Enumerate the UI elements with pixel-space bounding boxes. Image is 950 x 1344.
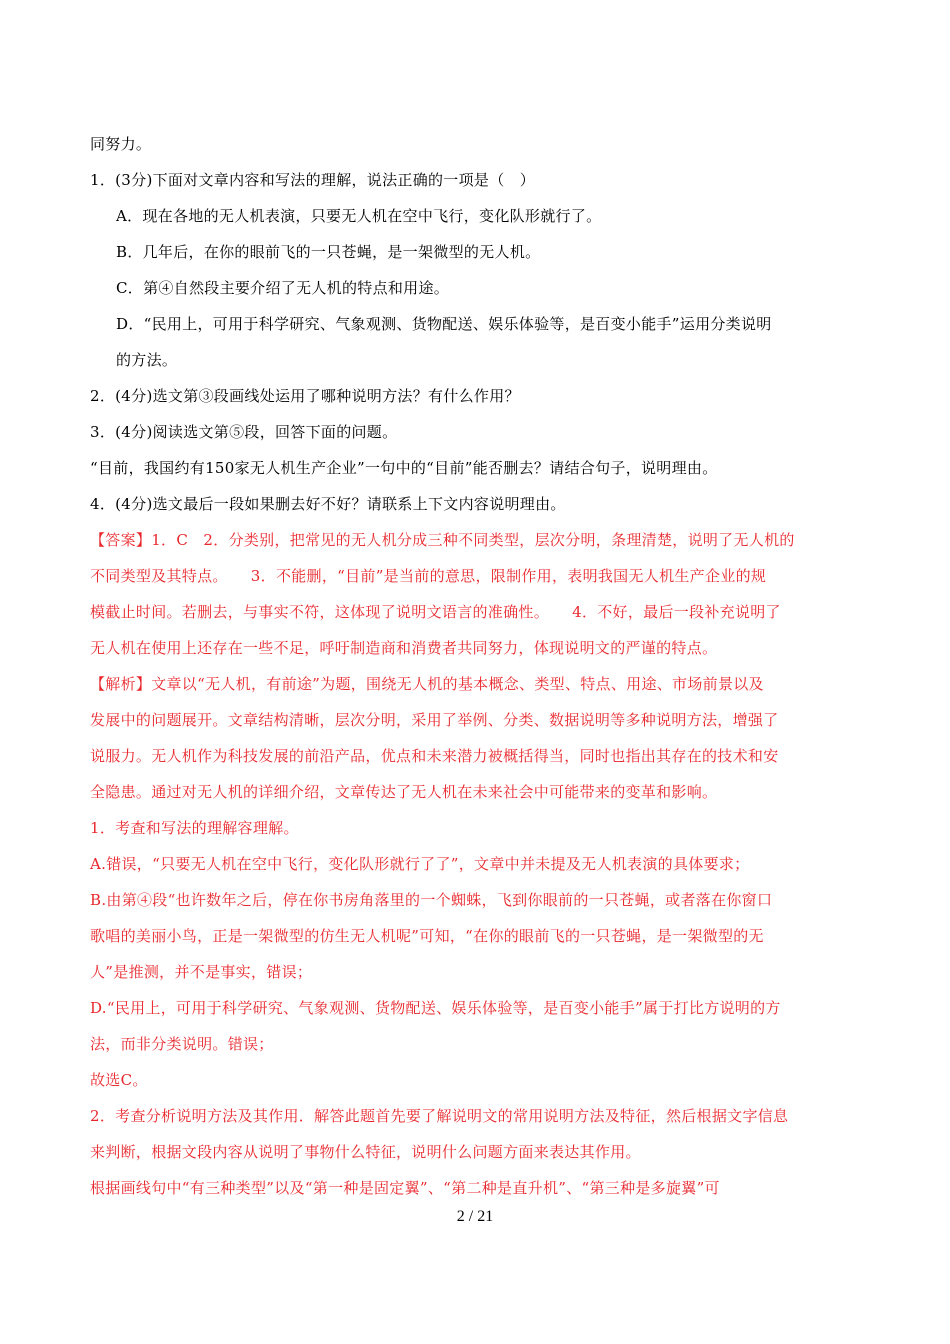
analysis-line: 全隐患。通过对无人机的详细介绍，文章传达了无人机在未来社会中可能带来的变革和影响。: [90, 783, 718, 801]
analysis-item-1-choice: 故选C。: [90, 1071, 148, 1089]
analysis-item-2: 来判断，根据文段内容从说明了事物什么特征，说明什么问题方面来表达其作用。: [90, 1143, 641, 1161]
question-1-option-d: D．“民用上，可用于科学研究、气象观测、货物配送、娱乐体验等，是百变小能手”运用分类说明: [116, 315, 772, 333]
question-3: 3．(4分)阅读选文第⑤段，回答下面的问题。: [90, 423, 398, 441]
analysis-item-1-b: B.由第④段“也许数年之后，停在你书房角落里的一个蜘蛛，飞到你眼前的一只苍蝇，或者落在你窗口: [90, 891, 773, 909]
analysis-item-2: 2．考查分析说明方法及其作用．解答此题首先要了解说明文的常用说明方法及特征，然后根据文字信息: [90, 1107, 789, 1125]
document-page: [90, 126, 862, 1206]
analysis-line: 说服力。无人机作为科技发展的前沿产品，优点和未来潜力被概括得当，同时也指出其存在的技术和安: [90, 747, 779, 765]
question-2: 2．(4分)选文第③段画线处运用了哪种说明方法？有什么作用？: [90, 387, 520, 405]
question-1-option-b: B．几年后，在你的眼前飞的一只苍蝇，是一架微型的无人机。: [116, 243, 541, 261]
question-1-option-a: A．现在各地的无人机表演，只要无人机在空中飞行，变化队形就行了。: [116, 207, 602, 225]
question-1-option-c: C．第④自然段主要介绍了无人机的特点和用途。: [116, 279, 450, 297]
analysis-item-2: 根据画线句中“有三种类型”以及“第一种是固定翼”、“第二种是直升机”、“第三种是多旋翼”可: [90, 1179, 720, 1197]
analysis-item-1-a: A.错误，“只要无人机在空中飞行，变化队形就行了了”，文章中并未提及无人机表演的具体要求；: [90, 855, 750, 873]
question-1-option-d-cont: 的方法。: [116, 351, 178, 369]
question-continuation: 同努力。: [90, 135, 152, 153]
analysis-item-1-d: D.“民用上，可用于科学研究、气象观测、货物配送、娱乐体验等，是百变小能手”属于打比方说明的方: [90, 999, 781, 1017]
analysis-item-1-b: 歌唱的美丽小鸟，正是一架微型的仿生无人机呢”可知，“在你的眼前飞的一只苍蝇，是一架微型的无: [90, 927, 764, 945]
answer-line: 无人机在使用上还存在一些不足，呼吁制造商和消费者共同努力，体现说明文的严谨的特点。: [90, 639, 718, 657]
answer-line: 【答案】1．C 2．分类别，把常见的无人机分成三种不同类型，层次分明，条理清楚，说明了无人机的: [90, 531, 795, 549]
question-1-stem: 1．(3分)下面对文章内容和写法的理解，说法正确的一项是（ ）: [90, 171, 536, 189]
question-4: 4．(4分)选文最后一段如果删去好不好？请联系上下文内容说明理由。: [90, 495, 566, 513]
analysis-item-1: 1．考查和写法的理解容理解。: [90, 819, 299, 837]
question-3-quote: “目前，我国约有150家无人机生产企业”一句中的“目前”能否删去？请结合句子，说明理由。: [90, 459, 718, 477]
answer-line: 模截止时间。若删去，与事实不符，这体现了说明文语言的准确性。 4．不好，最后一段补充说明了: [90, 603, 781, 621]
analysis-line: 发展中的问题展开。文章结构清晰，层次分明，采用了举例、分类、数据说明等多种说明方法，增强了: [90, 711, 779, 729]
analysis-item-1-b: 人”是推测，并不是事实，错误；: [90, 963, 313, 981]
answer-line: 不同类型及其特点。 3．不能删，“目前”是当前的意思，限制作用，表明我国无人机生产企业的规: [90, 567, 767, 585]
analysis-line: 【解析】文章以“无人机，有前途”为题，围绕无人机的基本概念、类型、特点、用途、市场前景以及: [90, 675, 764, 693]
page-number: 2 / 21: [456, 1208, 494, 1225]
analysis-item-1-d: 法，而非分类说明。错误；: [90, 1035, 274, 1053]
